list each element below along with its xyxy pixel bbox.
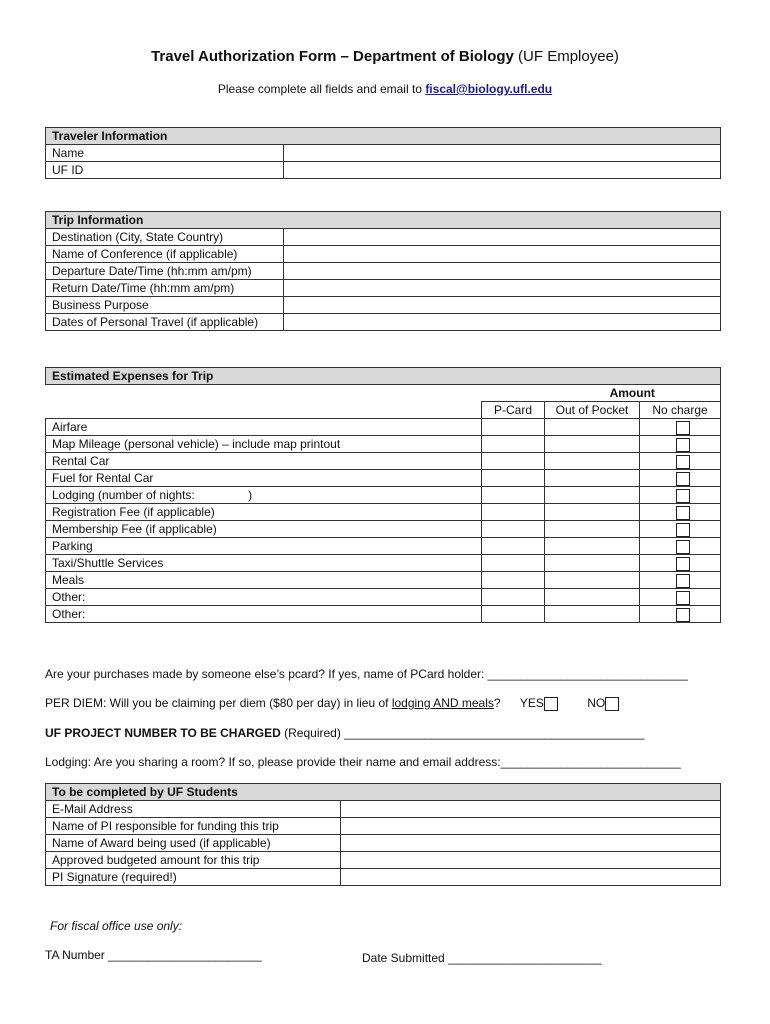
row-label: Name	[46, 145, 284, 162]
no-charge-cell	[640, 572, 721, 589]
pcard-question: Are your purchases made by someone else’s pcard? If yes, name of PCard holder: ______________________________	[45, 667, 688, 681]
no-charge-cell	[640, 419, 721, 436]
column-header-no-charge: No charge	[640, 402, 721, 419]
email-link[interactable]: fiscal@biology.ufl.edu	[425, 82, 553, 96]
no-charge-checkbox[interactable]	[676, 574, 690, 588]
row-label: Approved budgeted amount for this trip	[46, 852, 341, 869]
no-charge-cell	[640, 555, 721, 572]
name-field[interactable]	[284, 145, 721, 162]
expense-label: Other:	[46, 606, 482, 623]
pi-signature-field[interactable]	[341, 869, 721, 886]
row-label: Departure Date/Time (hh:mm am/pm)	[46, 263, 284, 280]
expense-label: Membership Fee (if applicable)	[46, 521, 482, 538]
traveler-table	[45, 127, 721, 179]
expense-label: Parking	[46, 538, 482, 555]
expense-row	[46, 538, 721, 555]
expense-row	[46, 487, 721, 504]
row-label: UF ID	[46, 162, 284, 179]
pcard-amount-field[interactable]	[482, 555, 545, 572]
pcard-amount-field[interactable]	[482, 589, 545, 606]
row-label: Name of Conference (if applicable)	[46, 246, 284, 263]
ufid-field[interactable]	[284, 162, 721, 179]
out-of-pocket-amount-field[interactable]	[545, 436, 640, 453]
pcard-amount-field[interactable]	[482, 504, 545, 521]
trip-heading: Trip Information	[46, 212, 721, 229]
student-email-field[interactable]	[341, 801, 721, 818]
amount-label: Amount	[545, 385, 721, 402]
page-title: Travel Authorization Form – Department of Biology (UF Employee)	[151, 48, 619, 65]
expense-row	[46, 504, 721, 521]
row-label: Return Date/Time (hh:mm am/pm)	[46, 280, 284, 297]
no-charge-cell	[640, 436, 721, 453]
out-of-pocket-amount-field[interactable]	[545, 555, 640, 572]
budget-field[interactable]	[341, 852, 721, 869]
no-charge-checkbox[interactable]	[676, 438, 690, 452]
out-of-pocket-amount-field[interactable]	[545, 589, 640, 606]
out-of-pocket-amount-field[interactable]	[545, 521, 640, 538]
no-charge-cell	[640, 504, 721, 521]
out-of-pocket-amount-field[interactable]	[545, 419, 640, 436]
out-of-pocket-amount-field[interactable]	[545, 538, 640, 555]
out-of-pocket-amount-field[interactable]	[545, 470, 640, 487]
out-of-pocket-amount-field[interactable]	[545, 504, 640, 521]
pcard-amount-field[interactable]	[482, 470, 545, 487]
expenses-heading: Estimated Expenses for Trip	[46, 368, 721, 385]
pcard-amount-field[interactable]	[482, 538, 545, 555]
expense-label: Airfare	[46, 419, 482, 436]
expense-label: Rental Car	[46, 453, 482, 470]
no-charge-cell	[640, 453, 721, 470]
pcard-amount-field[interactable]	[482, 419, 545, 436]
no-charge-checkbox[interactable]	[676, 506, 690, 520]
column-header-out-of-pocket: Out of Pocket	[545, 402, 640, 419]
expense-row	[46, 453, 721, 470]
pcard-amount-field[interactable]	[482, 606, 545, 623]
row-label: Dates of Personal Travel (if applicable)	[46, 314, 284, 331]
no-charge-checkbox[interactable]	[676, 557, 690, 571]
expense-label: Meals	[46, 572, 482, 589]
column-header-pcard: P-Card	[482, 402, 545, 419]
no-charge-cell	[640, 538, 721, 555]
no-charge-checkbox[interactable]	[676, 455, 690, 469]
personal-travel-field[interactable]	[284, 314, 721, 331]
row-label: Business Purpose	[46, 297, 284, 314]
expense-label: Registration Fee (if applicable)	[46, 504, 482, 521]
trip-table	[45, 211, 721, 331]
out-of-pocket-amount-field[interactable]	[545, 606, 640, 623]
award-field[interactable]	[341, 835, 721, 852]
expense-row	[46, 572, 721, 589]
expenses-table	[45, 367, 721, 623]
no-charge-cell	[640, 487, 721, 504]
expense-row	[46, 436, 721, 453]
no-charge-cell	[640, 521, 721, 538]
pcard-amount-field[interactable]	[482, 572, 545, 589]
destination-field[interactable]	[284, 229, 721, 246]
students-table	[45, 783, 721, 886]
row-label: E-Mail Address	[46, 801, 341, 818]
expense-row	[46, 555, 721, 572]
out-of-pocket-amount-field[interactable]	[545, 487, 640, 504]
pcard-amount-field[interactable]	[482, 436, 545, 453]
conference-field[interactable]	[284, 246, 721, 263]
no-charge-checkbox[interactable]	[676, 523, 690, 537]
no-charge-checkbox[interactable]	[676, 489, 690, 503]
pcard-amount-field[interactable]	[482, 487, 545, 504]
no-charge-checkbox[interactable]	[676, 608, 690, 622]
date-submitted-field[interactable]: Date Submitted _______________________	[362, 951, 602, 965]
traveler-heading: Traveler Information	[46, 128, 721, 145]
page-subtitle: Please complete all fields and email to fiscal@biology.ufl.edu	[217, 82, 553, 96]
no-charge-checkbox[interactable]	[676, 472, 690, 486]
expense-row	[46, 589, 721, 606]
row-label: PI Signature (required!)	[46, 869, 341, 886]
perdiem-no-checkbox[interactable]	[605, 697, 619, 711]
pcard-amount-field[interactable]	[482, 453, 545, 470]
perdiem-yes-checkbox[interactable]	[544, 697, 558, 711]
perdiem-question: PER DIEM: Will you be claiming per diem ($80 per day) in lieu of lodging AND meals? YES NO	[45, 696, 619, 711]
fiscal-note: For fiscal office use only:	[50, 919, 183, 933]
row-label: Name of PI responsible for funding this trip	[46, 818, 341, 835]
expense-label: Map Mileage (personal vehicle) – include map printout	[46, 436, 482, 453]
expense-row	[46, 521, 721, 538]
row-label: Name of Award being used (if applicable)	[46, 835, 341, 852]
expense-row	[46, 606, 721, 623]
expense-row	[46, 470, 721, 487]
ta-number-field[interactable]: TA Number _______________________	[45, 948, 262, 962]
expense-label: Taxi/Shuttle Services	[46, 555, 482, 572]
no-charge-cell	[640, 589, 721, 606]
pi-name-field[interactable]	[341, 818, 721, 835]
no-charge-checkbox[interactable]	[676, 540, 690, 554]
no-charge-checkbox[interactable]	[676, 421, 690, 435]
no-charge-cell	[640, 470, 721, 487]
row-label: Destination (City, State Country)	[46, 229, 284, 246]
expense-row	[46, 419, 721, 436]
purpose-field[interactable]	[284, 297, 721, 314]
no-charge-checkbox[interactable]	[676, 591, 690, 605]
lodging-question: Lodging: Are you sharing a room? If so, please provide their name and email address:___________________________	[45, 755, 681, 769]
no-charge-cell	[640, 606, 721, 623]
departure-field[interactable]	[284, 263, 721, 280]
pcard-amount-field[interactable]	[482, 521, 545, 538]
expense-label: Lodging (number of nights: )	[46, 487, 482, 504]
out-of-pocket-amount-field[interactable]	[545, 572, 640, 589]
expense-label: Other:	[46, 589, 482, 606]
out-of-pocket-amount-field[interactable]	[545, 453, 640, 470]
expense-label: Fuel for Rental Car	[46, 470, 482, 487]
return-field[interactable]	[284, 280, 721, 297]
project-number-question: UF PROJECT NUMBER TO BE CHARGED (Required) _____________________________________________	[45, 726, 645, 740]
students-heading: To be completed by UF Students	[46, 784, 721, 801]
